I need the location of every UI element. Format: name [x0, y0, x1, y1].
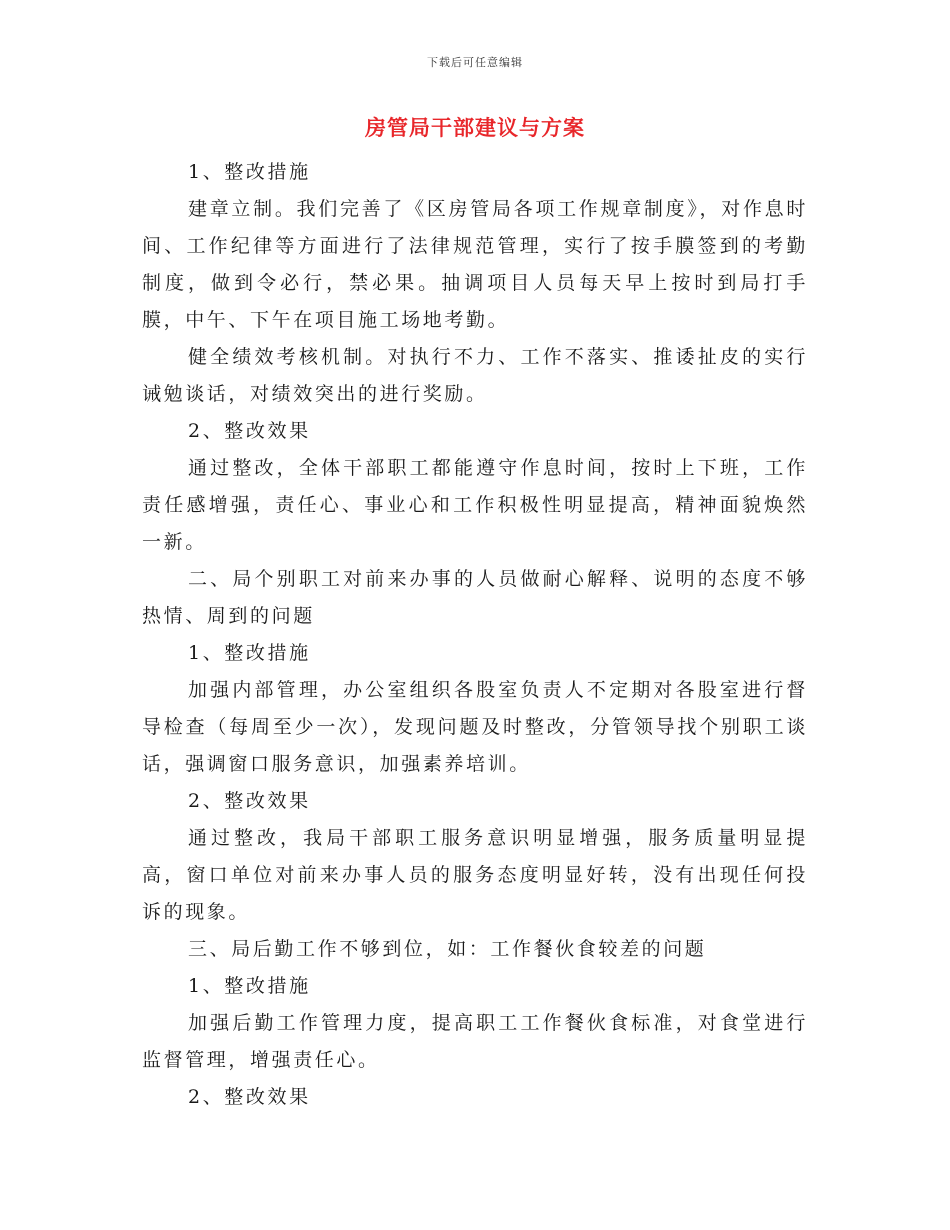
- paragraph: 加强内部管理，办公室组织各股室负责人不定期对各股室进行督导检查（每周至少一次），发现问题及时整改，分管领导找个别职工谈话，强调窗口服务意识，加强素养培训。: [142, 679, 808, 775]
- paragraph-results-heading-3: 2、整改效果: [188, 1086, 311, 1108]
- paragraph-measures-heading-2: 1、整改措施: [188, 642, 311, 664]
- paragraph: 加强后勤工作管理力度，提高职工工作餐伙食标准，对食堂进行监督管理，增强责任心。: [142, 1012, 808, 1071]
- paragraph-results-heading-1: 2、整改效果: [188, 420, 311, 442]
- paragraph-results-heading-2: 2、整改效果: [188, 790, 311, 812]
- document-title: 房管局干部建议与方案: [365, 115, 585, 140]
- paragraph: 通过整改，我局干部职工服务意识明显增强，服务质量明显提高，窗口单位对前来办事人员的服务态度明显好转，没有出现任何投诉的现象。: [142, 827, 808, 923]
- paragraph: 通过整改，全体干部职工都能遵守作息时间，按时上下班，工作责任感增强，责任心、事业心和工作积极性明显提高，精神面貌焕然一新。: [142, 457, 808, 553]
- document-body: [142, 154, 808, 1116]
- section-heading-3: 三、局后勤工作不够到位，如：工作餐伙食较差的问题: [188, 938, 707, 960]
- paragraph-measures-heading-3: 1、整改措施: [188, 975, 311, 997]
- paragraph: 建章立制。我们完善了《区房管局各项工作规章制度》，对作息时间、工作纪律等方面进行了法律规范管理，实行了按手膜签到的考勤制度，做到令必行，禁必果。抽调项目人员每天早上按时到局打手膜，中午、下午在项目施工场地考勤。: [142, 198, 808, 331]
- page-header-note: 下载后可任意编辑: [427, 56, 523, 69]
- section-heading-2: 二、局个别职工对前来办事的人员做耐心解释、说明的态度不够热情、周到的问题: [142, 568, 808, 627]
- paragraph: 健全绩效考核机制。对执行不力、工作不落实、推诿扯皮的实行诫勉谈话，对绩效突出的进行奖励。: [142, 346, 808, 405]
- paragraph-measures-heading-1: 1、整改措施: [188, 161, 311, 183]
